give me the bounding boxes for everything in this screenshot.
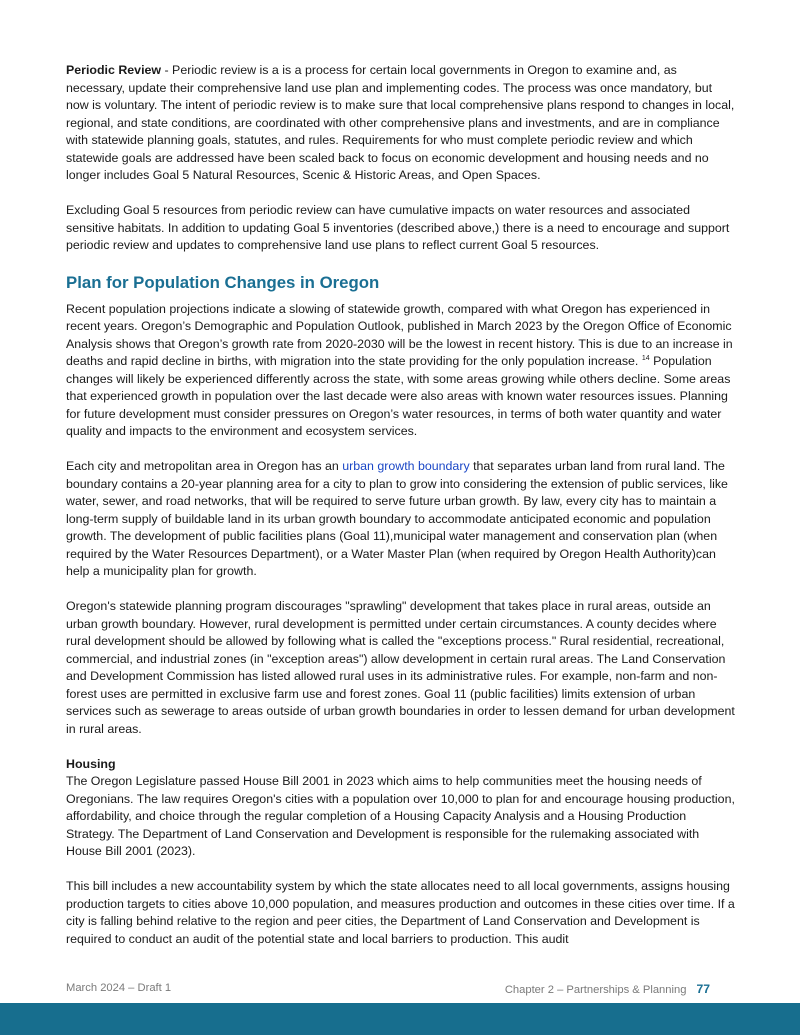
footer-color-band [0,1003,800,1035]
footer-chapter-title: Chapter 2 – Partnerships & Planning [504,984,687,996]
footnote-ref[interactable]: 14 [641,354,650,362]
section-heading-population: Plan for Population Changes in Oregon [66,272,380,292]
population-paragraph-2 [66,458,738,581]
page-number: 77 [696,982,710,996]
periodic-review-text: - Periodic review is a is a process for certain local governments in Oregon to examine and, as necessary, update their comprehensive land use plan and implementing codes. The process was once mandatory, but now is voluntary. The intent of periodic review is to make sure that local comprehensive plans respond to changes in local, regional, and state conditions, are coordinated with other comprehensive plans and investments, and are in compliance with statewide planning goals, statutes, and rules. Requirements for who must complete periodic review and which statewide goals are addressed have been scaled back to focus on economic development and housing needs and no longer includes Goal 5 Natural Resources, Scenic & Historic Areas, and Open Spaces. [66,63,735,182]
housing-paragraph-1 [66,756,738,861]
population-paragraph-1-end: Population changes will likely be experienced differently across the state, with some areas growing while others decline. Some areas that experienced growth in population over the last decade were also areas with known water resources issues. Planning for future development must consider pressures on Oregon’s water resources, in terms of both water quantity and water quality and impacts to the environment and ecosystem services. [66,354,731,438]
population-paragraph-3: Oregon's statewide planning program discourages "sprawling" development that takes place in rural areas, outside an urban growth boundary. However, rural development is permitted under certain circumstances. A county decides where rural development should be allowed by following what is called the "exceptions process." Rural residential, recreational, commercial, and industrial zones (in "exception areas") allow development in certain rural areas. The Land Conservation and Development Commission has listed allowed rural uses in its administrative rules. For example, non-farm and non-forest uses are permitted in exclusive farm use and forest zones. Goal 11 (public facilities) limits extension of urban services such as sewerage to areas outside of urban growth boundaries in order to lessen demand for urban development in rural areas. [66,599,735,736]
population-paragraph-2-end: that separates urban land from rural land. The boundary contains a 20-year planning area for a city to plan to grow into considering the extension of public services, like water, sewer, and road networks, that will be required to serve future urban growth. By law, every city has to maintain a long-term supply of buildable land in its urban growth boundary to accommodate anticipated economic and population growth. The development of public facilities plans (Goal 11),municipal water management and conservation plan (when required by the Water Resources Department), or a Water Master Plan (when required by Oregon Health Authority)can help a municipality plan for growth. [66,459,728,578]
goal5-exclusion-paragraph: Excluding Goal 5 resources from periodic review can have cumulative impacts on water resources and associated sensitive habitats. In addition to updating Goal 5 inventories (described above,) there is a need to encourage and support periodic review and updates to comprehensive land use plans to reflect current Goal 5 resources. [66,203,730,252]
housing-heading: Housing [66,756,116,771]
page-footer [66,982,710,1000]
urban-growth-boundary-link[interactable]: urban growth boundary [342,459,470,473]
periodic-review-paragraph [66,62,738,185]
periodic-review-label: Periodic Review [66,63,162,77]
housing-paragraph-1-text: The Oregon Legislature passed House Bill 2001 in 2023 which aims to help communities meet the housing needs of Oregonians. The law requires Oregon's cities with a population over 10,000 to plan for and encourage housing production, affordability, and choice through the regular completion of a Housing Capacity Analysis and a Housing Production Strategy. The Department of Land Conservation and Development is responsible for the rulemaking associated with House Bill 2001 (2023). [66,774,735,858]
page-body [66,62,738,948]
population-paragraph-2-start: Each city and metropolitan area in Oregon has an [66,459,343,473]
footer-chapter-info [505,982,710,996]
population-paragraph-1 [66,301,738,441]
population-paragraph-1-start: Recent population projections indicate a slowing of statewide growth, compared with what Oregon has experienced in recent years. Oregon’s Demographic and Population Outlook, published in March 2023 by the Oregon Office of Economic Analysis shows that Oregon’s growth rate from 2020-2030 will be the lowest in recent history. This is due to an increase in deaths and rapid decline in births, with migration into the state providing for the only population increase. [66,301,733,368]
footer-draft-date: March 2024 – Draft 1 [66,982,172,994]
housing-paragraph-2: This bill includes a new accountability system by which the state allocates need to all local governments, assigns housing production targets to cities above 10,000 population, and measures production and outcomes in these cities over time. If a city is falling behind relative to the region and peer cities, the Department of Land Conservation and Development is required to conduct an audit of the potential state and local barriers to production. This audit [66,879,735,946]
